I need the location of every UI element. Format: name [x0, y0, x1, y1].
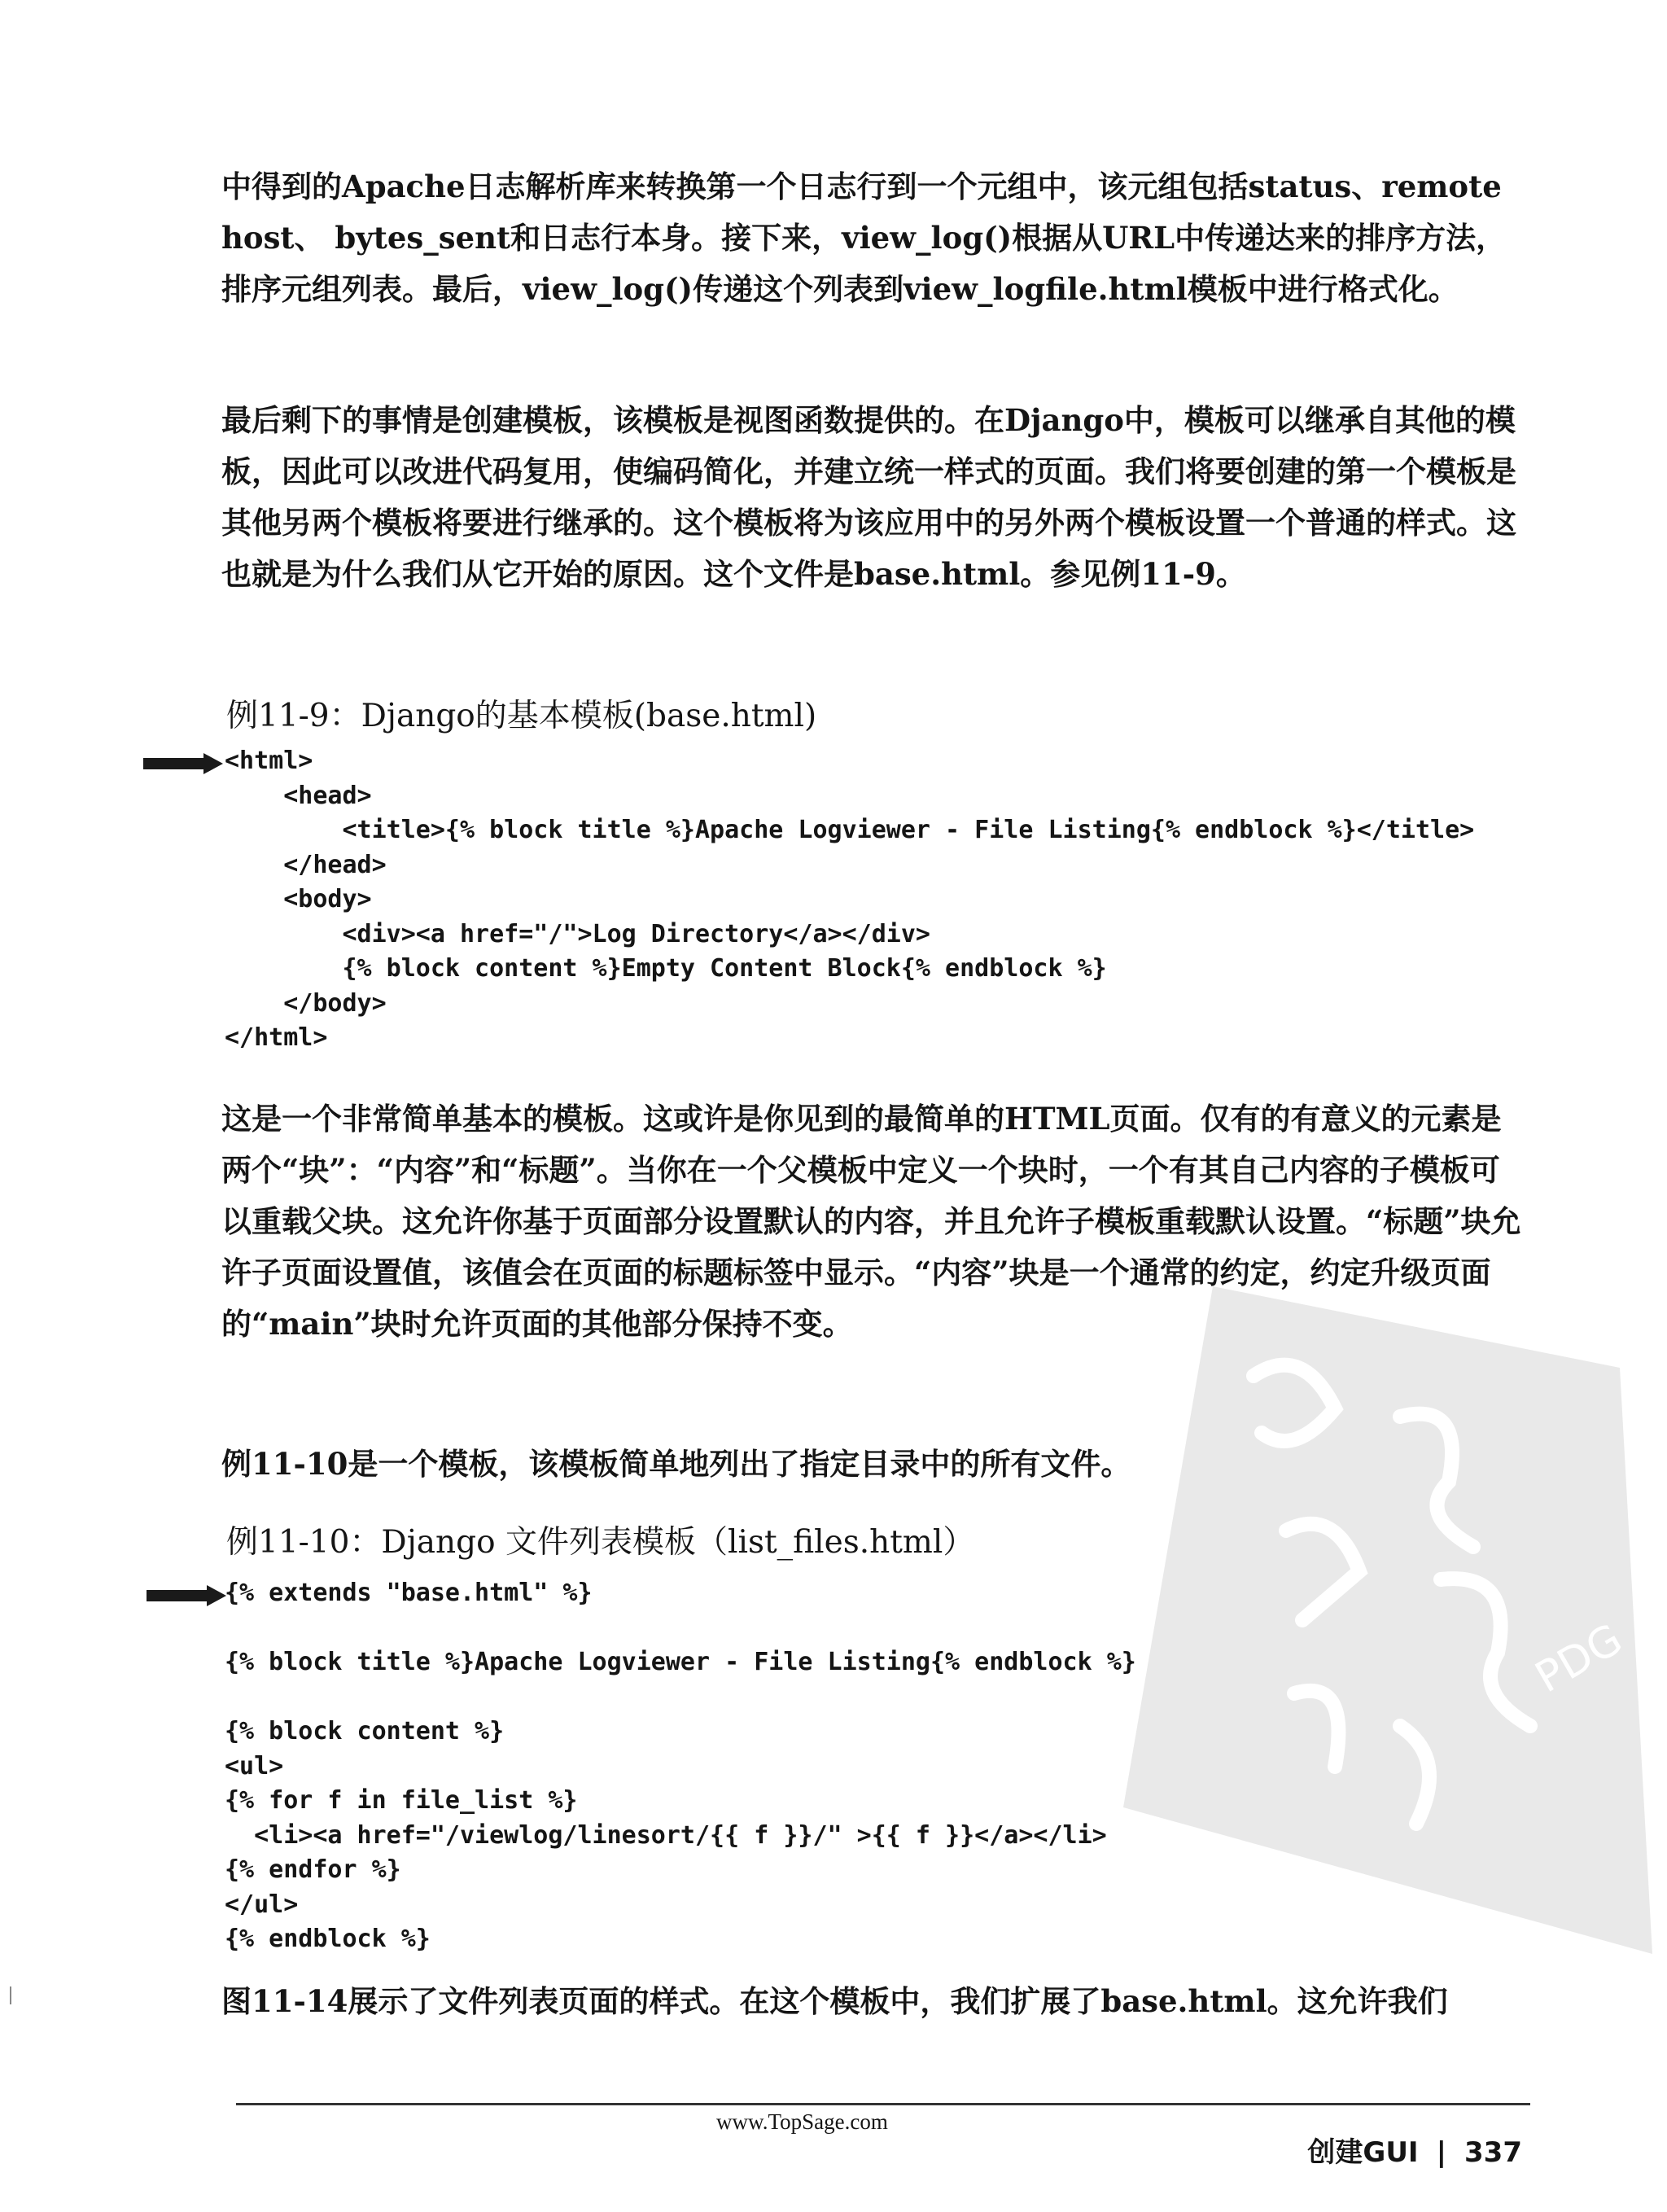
paragraph-2: 最后剩下的事情是创建模板，该模板是视图函数提供的。在Django中，模板可以继承自其他的模板，因此可以改进代码复用，使编码简化，并建立统一样式的页面。我们将要创建的第一个模板是其他另两个模板将要进行继承的。这个模板将为该应用中的另外两个模板设置一个普通的样式。这也就是为什么我们从它开始的原因。这个文件是base.html。参见例11-9。	[221, 402, 1516, 592]
arrow-marker-icon	[143, 753, 223, 774]
arrow-marker-icon	[147, 1585, 226, 1606]
example-11-10-caption: 例11-10：Django 文件列表模板（list_files.html）	[226, 1524, 975, 1561]
paragraph-4: 例11-10是一个模板，该模板简单地列出了指定目录中的所有文件。	[221, 1446, 1131, 1482]
footer-page-info	[1307, 2130, 1522, 2170]
paragraph-1: 中得到的Apache日志解析库来转换第一个日志行到一个元组中，该元组包括status、remote host、 bytes_sent和日志行本身。接下来，view_log()根据从URL中传递达来的排序方法，排序元组列表。最后，view_log()传递这个列表到view_logfile.html模板中进行格式化。	[221, 169, 1507, 307]
example-11-9-caption: 例11-9：Django的基本模板(base.html)	[226, 698, 817, 734]
paragraph-3: 这是一个非常简单基本的模板。这或许是你见到的最简单的HTML页面。仅有的有意义的元素是两个“块”：“内容”和“标题”。当你在一个父模板中定义一个块时，一个有其自己内容的子模板可以重载父块。这允许你基于页面部分设置默认的内容，并且允许子模板重载默认设置。“标题”块允许子页面设置值，该值会在页面的标题标签中显示。“内容”块是一个通常的约定，约定升级页面的“main”块时允许页面的其他部分保持不变。	[221, 1101, 1521, 1342]
example-11-9-code: <html> <head> <title>{% block title %}Apache Logviewer - File Listing{% endblock %}</title> </head> <body> <div><a href="/">Log Directory</a></div> {% block content %}Empty Content Block{% endblock %} </body> </html>	[225, 747, 1475, 1052]
footer-section-title: 创建GUI	[1307, 2136, 1419, 2169]
paragraph-5: 图11-14展示了文件列表页面的样式。在这个模板中，我们扩展了base.html。这允许我们	[221, 1983, 1448, 2019]
page-number: 337	[1464, 2136, 1522, 2169]
footer-url: www.TopSage.com	[716, 2109, 888, 2134]
seal-watermark	[1091, 1237, 1660, 1970]
margin-mark	[10, 1986, 11, 2004]
watermark-text: PDG	[1527, 1614, 1631, 1703]
example-11-10-code: {% extends "base.html" %} {% block title %}Apache Logviewer - File Listing{% endblock %} {% block content %} <ul> {% for f in file_list %} <li><a href="/viewlog/linesort/{{ f }}/" >{{ f }}</a></li> {% endfor %} </ul> {% endblock %}	[225, 1579, 1136, 1953]
footer-separator: |	[1436, 2136, 1447, 2169]
footer-rule	[236, 2103, 1530, 2105]
